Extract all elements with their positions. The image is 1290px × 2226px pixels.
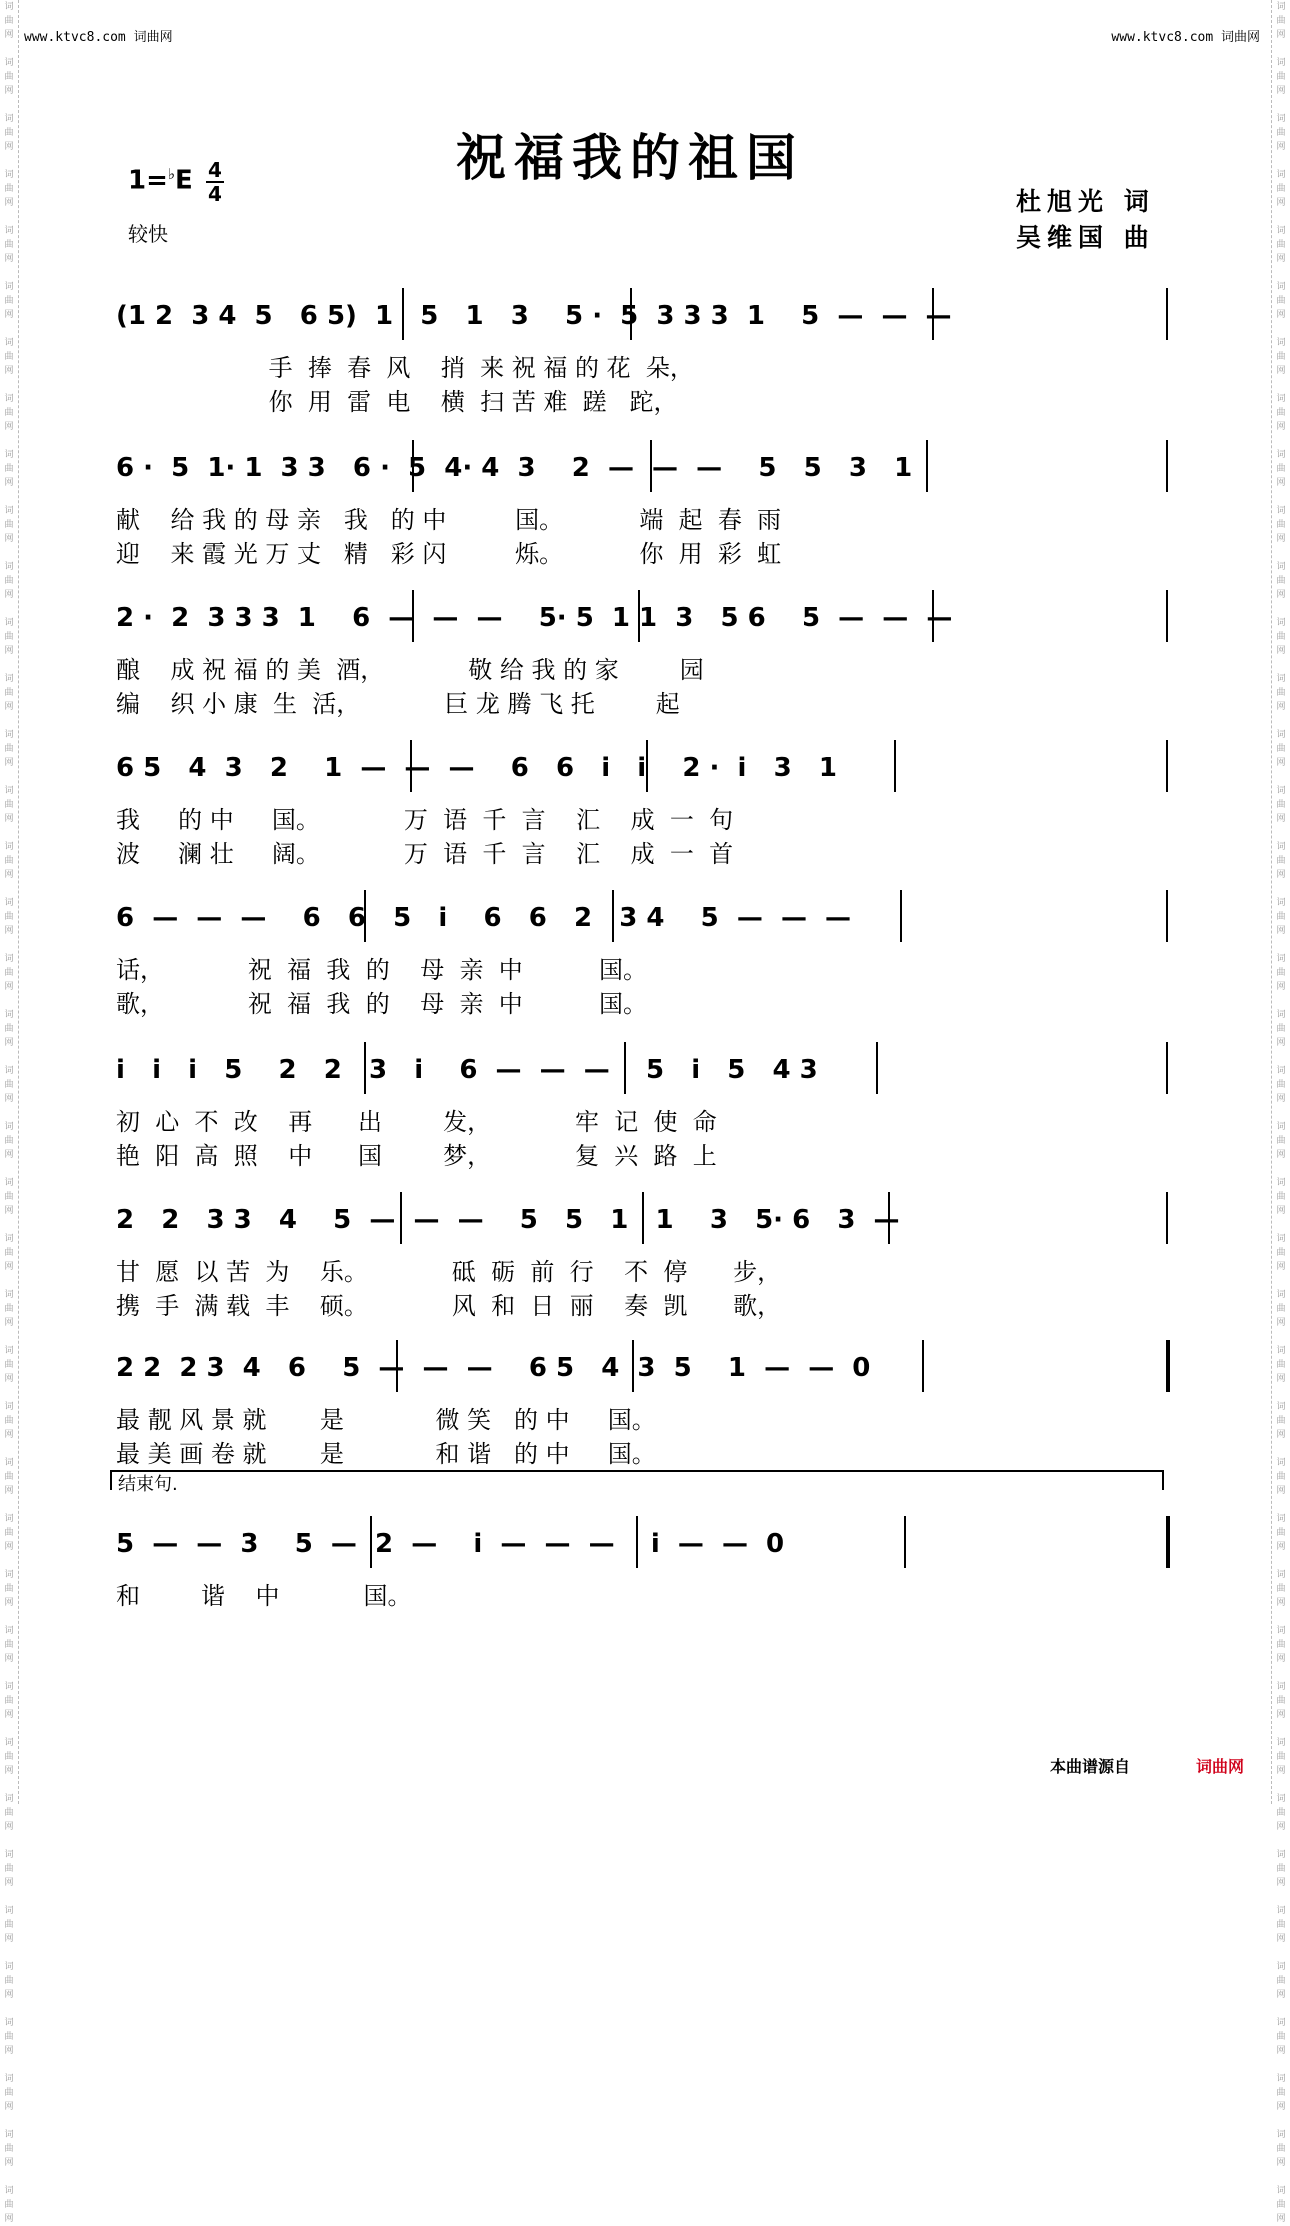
lyric-verse-1: 和 谐 中 国。 [116, 1582, 412, 1610]
time-signature [206, 160, 224, 204]
bar-line [1166, 1340, 1170, 1392]
song-title: 祝福我的祖国 [456, 128, 804, 187]
bar-line [1166, 288, 1168, 340]
lyric-verse-2: 歌， 祝 福 我 的 母 亲 中 国。 [116, 990, 648, 1018]
lyric-verse-2: 最 美 画 卷 就 是 和 谐 的 中 国。 [116, 1440, 656, 1468]
notation-line: 5 — — 3 5 — 2 — i — — — i — — 0 [116, 1529, 785, 1559]
lyric-verse-2: 携 手 满 载 丰 硕。 风 和 日 丽 奏 凯 歌， [116, 1292, 782, 1320]
footer-source: 本曲谱源自 [1050, 1757, 1131, 1776]
tempo-marking: 较快 [128, 222, 168, 246]
lyric-verse-2: 编 织 小 康 生 活， 巨 龙 腾 飞 托 起 [116, 690, 680, 718]
bar-line [1166, 1042, 1168, 1094]
bar-line [1166, 740, 1168, 792]
lyric-verse-1: 我 的 中 国。 万 语 千 言 汇 成 一 句 [116, 806, 734, 834]
notation-line: i i i 5 2 2 3 i 6 — — — 5 i 5 4 3 [116, 1055, 818, 1085]
notation-line: 6 — — — 6 6 5 i 6 6 2 3 4 5 — — — [116, 903, 852, 933]
lyric-verse-1: 手 捧 春 风 捎 来 祝 福 的 花 朵， [116, 354, 694, 382]
site-url-right[interactable]: www.ktvc8.com 词曲网 [1111, 30, 1260, 45]
lyric-verse-2: 你 用 雷 电 横 扫 苦 难 蹉 跎， [116, 388, 678, 416]
lyric-verse-1: 甘 愿 以 苦 为 乐。 砥 砺 前 行 不 停 步， [116, 1258, 782, 1286]
meter-bottom: 4 [208, 182, 222, 206]
notation-line: 2 · 2 3 3 3 1 6 — — — 5· 5 1 1 3 5 6 5 — — — [116, 603, 953, 633]
left-watermark-strip: 词 曲 网 词 曲 网 词 曲 网 词 曲 网 词 曲 网 词 曲 网 词 曲 网 词 曲 网 词 曲 网 词 曲 网 词 曲 网 词 曲 网 词 曲 网 词 曲 网 词 曲 网 词 曲 网 词 曲 网 词 曲 网 词 曲 网 词 曲 网 词 曲 网 词 曲 网 词 曲 网 词 曲 网 词 曲 网 词 曲 网 词 曲 网 词 曲 网 词 曲 网 词 曲 网 词 曲 网 词 曲 网 词 曲 网 词 曲 网 词 曲 网 词 曲 网 词 曲 网 词 曲 网 词 曲 网 词 曲 网 [0, 0, 19, 1804]
lyric-verse-2: 波 澜 壮 阔。 万 语 千 言 汇 成 一 首 [116, 840, 734, 868]
right-watermark-strip: 词 曲 网 词 曲 网 词 曲 网 词 曲 网 词 曲 网 词 曲 网 词 曲 网 词 曲 网 词 曲 网 词 曲 网 词 曲 网 词 曲 网 词 曲 网 词 曲 网 词 曲 网 词 曲 网 词 曲 网 词 曲 网 词 曲 网 词 曲 网 词 曲 网 词 曲 网 词 曲 网 词 曲 网 词 曲 网 词 曲 网 词 曲 网 词 曲 网 词 曲 网 词 曲 网 词 曲 网 词 曲 网 词 曲 网 词 曲 网 词 曲 网 词 曲 网 词 曲 网 词 曲 网 词 曲 网 词 曲 网 [1271, 0, 1290, 1804]
notation-line: 6 · 5 1· 1 3 3 6 · 5 4· 4 3 2 — — — 5 5 3 1 [116, 453, 913, 483]
site-url-left[interactable]: www.ktvc8.com 词曲网 [24, 30, 173, 45]
lyric-verse-1: 最 靓 风 景 就 是 微 笑 的 中 国。 [116, 1406, 656, 1434]
bar-line [1166, 1516, 1170, 1568]
notation-line: (1 2 3 4 5 6 5) 1 5 1 3 5 · 5 3 3 3 1 5 — — — [116, 301, 952, 331]
lyric-verse-1: 酿 成 祝 福 的 美 酒， 敬 给 我 的 家 园 [116, 656, 704, 684]
lyricist-credit: 杜旭光 词 [1016, 187, 1155, 216]
bar-line [1166, 1192, 1168, 1244]
coda-bracket [110, 1470, 1164, 1490]
footer-site-link[interactable]: 词曲网 [1196, 1757, 1245, 1776]
lyric-verse-2: 迎 来 霞 光 万 丈 精 彩 闪 烁。 你 用 彩 虹 [116, 540, 782, 568]
notation-line: 2 2 3 3 4 5 — — — 5 5 1 1 3 5· 6 3 — [116, 1205, 900, 1235]
notation-line: 6 5 4 3 2 1 — — — 6 6 i i 2 · i 3 1 [116, 753, 837, 783]
lyric-verse-1: 初 心 不 改 再 出 发， 牢 记 使 命 [116, 1108, 717, 1136]
lyric-verse-1: 献 给 我 的 母 亲 我 的 中 国。 端 起 春 雨 [116, 506, 782, 534]
lyric-verse-1: 话， 祝 福 我 的 母 亲 中 国。 [116, 956, 648, 984]
bar-line [1166, 890, 1168, 942]
notation-line: 2 2 2 3 4 6 5 — — — 6 5 4 3 5 1 — — 0 [116, 1353, 871, 1383]
lyric-verse-2: 艳 阳 高 照 中 国 梦， 复 兴 路 上 [116, 1142, 717, 1170]
bar-line [1166, 590, 1168, 642]
key-signature: 1=♭E [128, 165, 193, 196]
meter-top: 4 [208, 158, 222, 182]
bar-line [1166, 440, 1168, 492]
coda-label: 结束句. [118, 1474, 178, 1495]
composer-credit: 吴维国 曲 [1016, 223, 1155, 252]
